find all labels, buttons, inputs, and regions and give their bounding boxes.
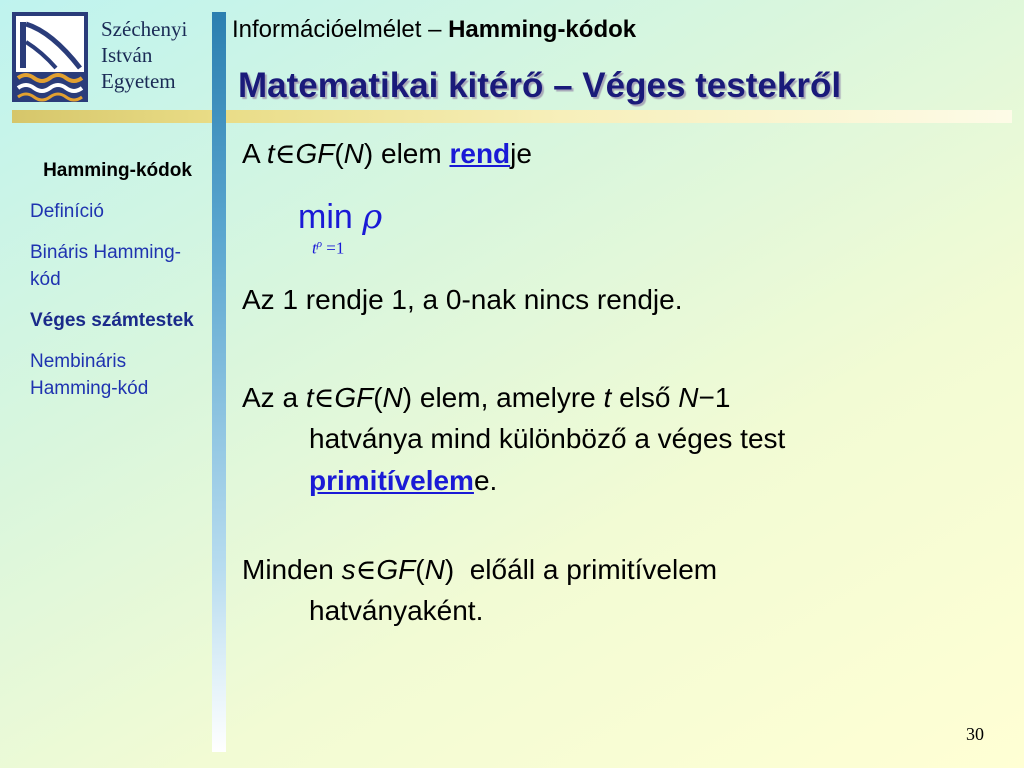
var-gf: GF <box>334 382 374 413</box>
text: −1 <box>698 382 731 413</box>
formula-min: min <box>298 198 353 236</box>
text: első <box>611 382 679 413</box>
formula-sub-t: t <box>312 238 317 258</box>
text: ) <box>402 382 413 413</box>
text: Az a <box>242 382 306 413</box>
subject-prefix: Információelmélet – <box>232 16 449 43</box>
text: elem, amelyre <box>412 382 604 413</box>
sidebar-nav <box>30 157 205 416</box>
formula-rho: ρ <box>362 197 383 237</box>
university-logo <box>12 12 88 102</box>
link-primitivelem[interactable]: primitívelem <box>309 465 474 496</box>
paragraph-generator-line-1 <box>242 552 717 588</box>
subject-heading <box>232 16 636 44</box>
text: je <box>510 138 532 169</box>
header-divider-bar <box>12 110 1012 123</box>
text: ) <box>363 138 374 169</box>
var-t: t <box>603 382 612 413</box>
university-name-line-1: Széchenyi <box>101 17 188 41</box>
sidebar-item-nembinaris-hamming-kod[interactable]: Nembináris Hamming-kód <box>30 351 149 399</box>
var-t: t <box>305 382 314 413</box>
text: A <box>242 138 267 169</box>
var-n: N <box>678 382 699 413</box>
paragraph-generator-line-2: hatványaként. <box>309 595 484 626</box>
sidebar-item-binaris-hamming-kod[interactable]: Bináris Hamming-kód <box>30 242 181 290</box>
text: e. <box>473 465 498 496</box>
university-name-line-3: Egyetem <box>101 69 176 93</box>
sidebar-heading: Hamming-kódok <box>43 160 192 181</box>
text: elem <box>373 138 450 169</box>
subject-topic: Hamming-kódok <box>448 16 637 43</box>
paragraph-primitive-line-1 <box>242 380 730 416</box>
text: előáll a primitívelem <box>454 554 718 585</box>
text: ( <box>415 554 425 585</box>
university-name-line-2: István <box>101 43 153 67</box>
page-number: 30 <box>966 724 984 744</box>
text: ( <box>334 138 344 169</box>
var-s: s <box>341 554 356 585</box>
university-name <box>101 16 187 94</box>
paragraph-primitive-line-3 <box>309 463 497 499</box>
var-n: N <box>343 138 364 169</box>
text: ( <box>373 382 383 413</box>
var-t: t <box>266 138 275 169</box>
formula-sub-rho: ρ <box>316 238 323 250</box>
paragraph-order-examples: Az 1 rendje 1, a 0-nak nincs rendje. <box>242 284 683 315</box>
element-of-symbol: ∈ <box>355 553 377 586</box>
element-of-symbol: ∈ <box>274 137 296 170</box>
sidebar-item-definicio[interactable]: Definíció <box>30 201 104 222</box>
element-of-symbol: ∈ <box>313 381 335 414</box>
var-gf: GF <box>376 554 416 585</box>
var-n: N <box>424 554 445 585</box>
text: ) <box>444 554 455 585</box>
var-n: N <box>382 382 403 413</box>
order-formula-subscript <box>312 238 344 259</box>
var-gf: GF <box>295 138 335 169</box>
paragraph-order-definition <box>242 136 532 172</box>
sidebar-item-veges-szamtestek[interactable]: Véges számtestek <box>30 310 194 331</box>
formula-sub-equals-one: =1 <box>322 238 345 258</box>
paragraph-primitive-line-2: hatványa mind különböző a véges test <box>309 423 786 454</box>
slide-title: Matematikai kitérő – Véges testekről <box>238 66 842 105</box>
sidebar-divider-bar <box>212 12 226 752</box>
order-formula <box>298 197 382 237</box>
link-rend[interactable]: rend <box>449 138 511 169</box>
text: Minden <box>242 554 342 585</box>
